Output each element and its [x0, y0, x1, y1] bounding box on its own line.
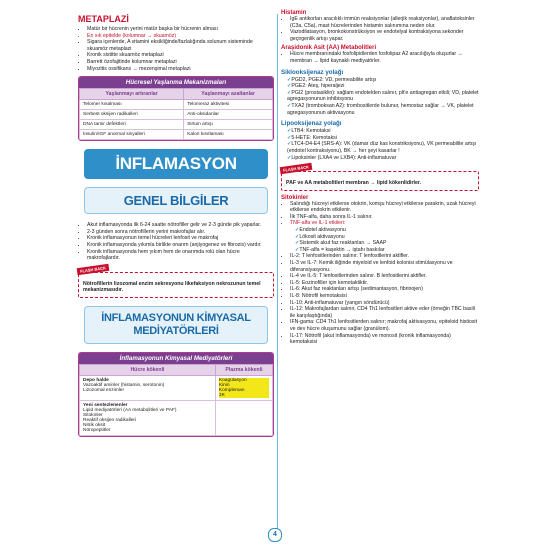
table-cell	[80, 400, 216, 435]
table-row	[80, 120, 273, 130]
list-item: • Miyozitis ossifikans → mezenşimal metaplazi	[87, 66, 274, 73]
table-row	[80, 130, 273, 140]
list-item: • Kronik sistitte skuamöz metaplazi	[87, 52, 274, 59]
yaslanma-table-box	[78, 76, 274, 141]
table-row	[80, 100, 273, 110]
table-cell	[80, 375, 216, 400]
table-cell: Serbest oksijen radikalleri	[80, 110, 184, 120]
plazma-item: Kompleman	[219, 388, 269, 393]
yeni-item: Lipid mediyatörleri (AA metabolitleri ve PAF)	[83, 407, 177, 413]
kimyasal-banner: İNFLAMASYONUN KİMYASAL MEDİYATÖRLERİ	[84, 306, 268, 344]
yaslanma-table	[79, 88, 273, 140]
list-item: • Kronik inflamasyonda yıkımla birlikte onarım (anjiyogenez ve fibrozis) vardır.	[87, 242, 274, 249]
table-cell	[215, 375, 272, 400]
mediator-table	[79, 364, 273, 436]
table-cell: İnsulin/IGF anormal sinyalleri	[80, 130, 184, 140]
list-item: • Kronik inflamasyonda hem yıkım hem de onarımda rolü olan hücre makrofajlardır.	[87, 249, 274, 262]
yeni-item: Reaktif oksijen radikalleri	[83, 417, 137, 423]
table-cell: Sirtuin artışı	[184, 120, 273, 130]
list-item: • IgE antikorları aracılıklı immün reaksiyonlar (allerjik reaksiyonlar), anaflatoksinler (C3a, C5a), mast hücrelerinden histamin salınımına neden olur.	[290, 16, 479, 29]
list-item: ✓ LTB4: Kemotaksi	[287, 128, 479, 135]
flashback-box	[78, 264, 274, 298]
column-divider	[277, 14, 278, 534]
right-column	[281, 10, 479, 346]
depo-item: Lizozomal enzimler	[83, 387, 125, 393]
page-number: 4	[268, 528, 282, 542]
list-item: ✓ Endotel aktivasyonu	[295, 227, 479, 234]
aa-title: Araşidonik Asit (AA) Metabolitleri	[281, 45, 377, 52]
yeni-item: Nitrik oksit	[83, 422, 106, 428]
yeni-item: Sitokinler	[83, 412, 103, 418]
il-list	[281, 253, 479, 345]
flashback-text: Nötrofillerin lizozomal enzim sekresyonu likefaksiyon nekrozunun temel mekanizmasıdır.	[83, 280, 261, 294]
list-item: • IL-5: Eozinofiller için kemotaktiktir.	[290, 280, 479, 287]
list-item: • 2-3 günden sonra nötrofillerin yerini makrofajlar alır.	[87, 229, 274, 236]
list-item: ✓ PGD2, PGE2: VD, permeabilite artışı	[287, 77, 479, 84]
list-item: • Barrett özofajitinde kolumnar metaplazi	[87, 59, 274, 66]
lipo-title: Lipooksijenaz yolağı	[281, 120, 342, 128]
table-header: Yaşlanmayı artıranlar	[80, 89, 184, 100]
list-item: • İlk TNF-alfa, daha sonra IL-1 salınır.	[290, 214, 479, 221]
plazma-item: 3K	[219, 393, 269, 398]
inflamasyon-banner: İNFLAMASYON	[84, 149, 268, 179]
siklo-title: Siklooksijenaz yolağı	[281, 68, 344, 76]
histamin-title: Histamin	[281, 10, 307, 16]
table-cell: DNA tamir defektleri	[80, 120, 184, 130]
yaslanma-table-title: Hücresel Yaşlanma Mekanizmaları	[79, 77, 273, 88]
list-item: ✓ 5-HETE: Kemotaksi	[287, 135, 479, 142]
sito-list	[281, 201, 479, 227]
histamin-list	[281, 16, 479, 42]
mediator-table-title: İnflamasyonun Kimyasal Mediyatörleri	[79, 353, 273, 364]
list-item: ✓ Sistemik akut faz reaktanları → SAAP	[295, 240, 479, 247]
left-column	[78, 10, 274, 437]
flashback-text: PAF ve AA metabolitleri membran → lipid kökenlidirler.	[286, 180, 422, 187]
list-item: ✓ Lökosit aktivasyonu	[295, 234, 479, 241]
table-header: Yaşlanmayı azaltanlar	[184, 89, 273, 100]
sito-title: Sitokinler	[281, 194, 309, 201]
tnf-effects-list	[281, 227, 479, 253]
list-item: • IL-2: T lenfositlerinden salınır. T lenfositlerini aktifler.	[290, 253, 479, 260]
table-cell: Anti-oksidanlar	[184, 110, 273, 120]
list-item: • Kronik inflamasyonun temel hücreleri lenfosit ve makrofaj	[87, 235, 274, 242]
genel-list	[78, 222, 274, 262]
plazma-item: Kinin	[219, 383, 269, 388]
list-item: • IL-12: Makrofajlardan salınır, CD4 Th1 lenfositleri aktive eder (örneğin TBC basili ile karşılaştığında)	[290, 306, 479, 319]
list-item: • IL-6: Akut faz reaktanları artışı (sedimantasyon, fibrinojen)	[290, 286, 479, 293]
flashback-tag: FLASH BACK	[280, 163, 313, 174]
metaplazi-title: METAPLAZİ	[78, 14, 129, 24]
flashback-box-2	[281, 164, 479, 191]
list-item: ✓ PGI2 (prostasiklin): sağlam endotelden salınır, plt'e antiagregan etkili; VD, platelet agregasyonunun inhibisyonu	[287, 90, 479, 103]
siklo-list	[281, 77, 479, 117]
list-item: • IFN-gama: CD4 Th1 lenfositlerden salınır; makrofaj aktivasyonu, epiteloid histiosit ve dev hücre oluşumunu sağlar (granülom).	[290, 319, 479, 332]
list-item: ✓ TNF-alfa = kaşektin → iştahı baskılar	[295, 247, 479, 254]
list-item: • IL-4 ve IL-5: T lenfositlerinden salınır. B lenfositlerini aktifler.	[290, 273, 479, 280]
table-cell: Telomer kısalması	[80, 100, 184, 110]
plazma-item: Koagülasyon	[219, 378, 269, 383]
list-item: ✓ TXA2 (tromboksan A2): trombositlerde bulunur, hemostaz sağlar → VK, platelet agregasyonunun aktivasyonu	[287, 103, 479, 116]
list-item: • En sık epitelde (kolumnar → skuamöz)	[87, 33, 274, 40]
mediator-table-box	[78, 352, 274, 437]
list-item: • IL-10: Anti-inflamatuvar (yangın söndürücü)	[290, 300, 479, 307]
list-item: • Salındığı hücreyi etkilerse otokrin, komşu hücreyi etkilerse parakrin, uzak hücreyi etkilerse endokrin etkilenir.	[290, 201, 479, 214]
table-cell: Telomeraz aktivitesi	[184, 100, 273, 110]
list-item: ✓ LTC4-D4-E4 (SRS-A): VK (damar düz kas konstriksiyonu), VK permeabilite artışı (endotel kontraksiyonu), BK → her şeyi kasarlar !	[287, 141, 479, 154]
lipo-list	[281, 128, 479, 161]
list-item: • Hücre membranındaki fosfolipidlerden fosfolipaz A2 aracılığıyla oluşurlar → membran → lipid kaynaklı mediyatörler.	[290, 51, 479, 64]
yeni-item: Nöropeptitler	[83, 427, 111, 433]
list-item: • TNF-alfa ve IL-1 etkileri:	[290, 220, 479, 227]
aa-intro-list	[281, 51, 479, 64]
table-cell	[215, 400, 272, 435]
metaplazi-list	[78, 26, 274, 72]
flashback-tag: FLASH BACK	[77, 264, 110, 275]
list-item: • Sigara içenlerde, A vitamini eksikliğinde/fazlalığında solunum sisteminde skuamöz metaplazi	[87, 39, 274, 52]
table-cell: Kalori kısıtlaması	[184, 130, 273, 140]
list-item: • IL-3 ve IL-7: Kemik iliğinde miyeloid ve lenfoid kolonisi stimülasyonu ve diferansiyasyonu.	[290, 260, 479, 273]
list-item: ✓ PGE2: Ateş, hiperaljezi	[287, 83, 479, 90]
depo-item: Vazoaktif aminler (histamin, serotonin)	[83, 382, 165, 388]
list-item: • Vazodilatasyon, bronkokonstrüksiyon ve endotelyal kontraksiyona sekonder geçirgenlik artışı yapar.	[290, 29, 479, 42]
table-header: Plazma kökenli	[215, 364, 272, 375]
genel-bilgiler-banner: GENEL BİLGİLER	[84, 187, 268, 214]
list-item: • Akut inflamasyonda ilk 6-24 saatte nötrofiller gelir ve 2-3 günde pik yaparlar.	[87, 222, 274, 229]
yeni-label: Yeni sentezlenenler	[83, 402, 128, 408]
list-item: • IL-8: Nötrofil kemotaksisi	[290, 293, 479, 300]
table-row	[80, 110, 273, 120]
table-header: Hücre kökenli	[80, 364, 216, 375]
table-row	[80, 400, 273, 435]
list-item: • IL-17: Nötrofil (akut inflamasyonda) ve monosit (kronik inflamasyonda) kemotaksisi	[290, 333, 479, 346]
list-item: ✓ Lipoksinler (LXA4 ve LXB4): Anti-inflamatuvar	[287, 155, 479, 162]
depo-label: Depo halde	[83, 377, 109, 383]
list-item: • Matür bir hücrenin yerini matür başka bir hücrenin alması	[87, 26, 274, 33]
table-row	[80, 375, 273, 400]
